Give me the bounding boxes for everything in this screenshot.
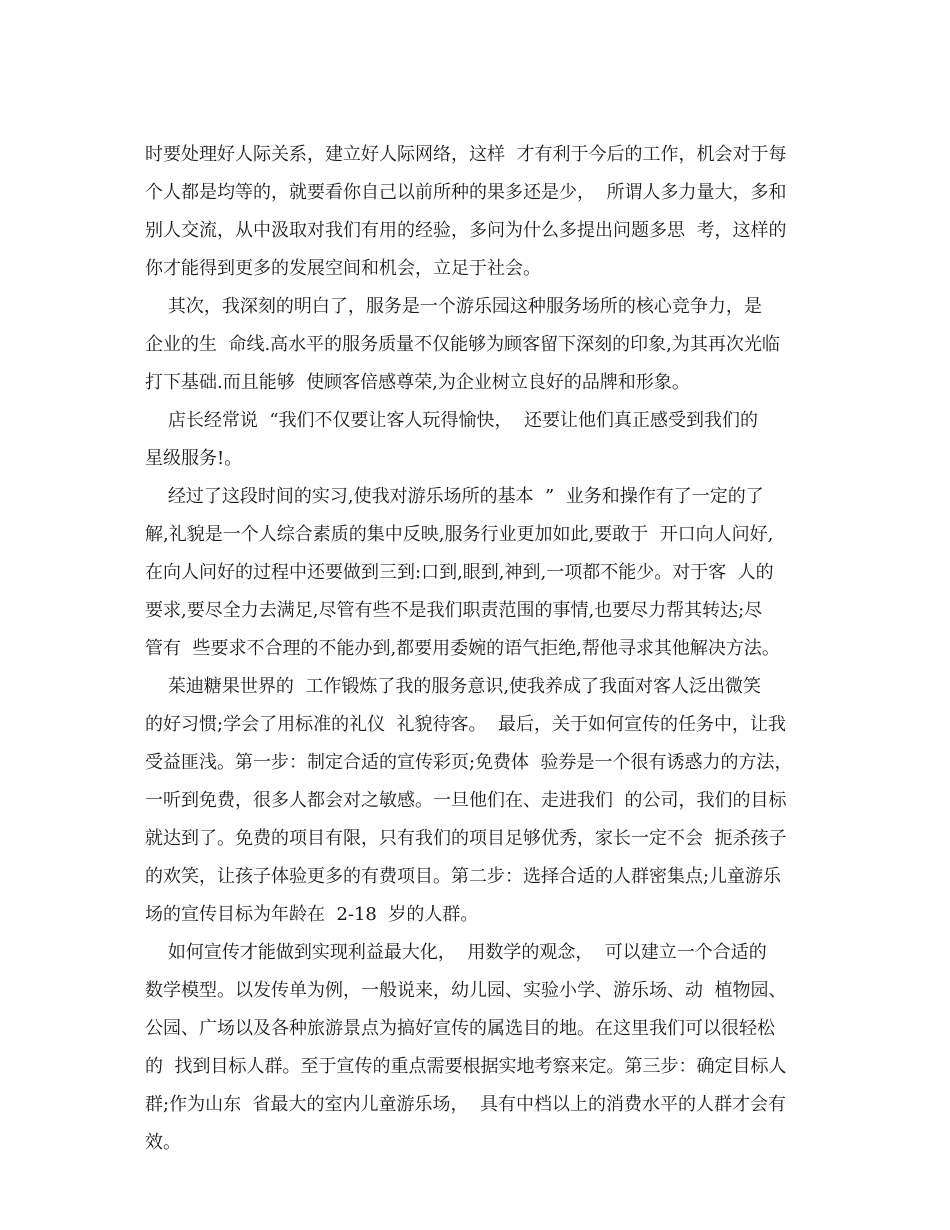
text-line: 经过了这段时间的实习,使我对游乐场所的基本 ” 业务和操作有了一定的了 [145, 486, 764, 507]
text-line: 时要处理好人际关系，建立好人际网络，这样 才有利于今后的工作，机会对于每 [145, 144, 787, 165]
text-line: 管有 些要求不合理的不能办到,都要用委婉的语气拒绝,帮他寻求其他解决方法。 [145, 638, 780, 659]
text-line: 效。 [145, 1132, 181, 1153]
text-line: 场的宣传目标为年龄在 2-18 岁的人群。 [145, 904, 479, 925]
text-line: 你才能得到更多的发展空间和机会，立足于社会。 [145, 258, 541, 279]
text-line: 企业的生 命线.高水平的服务质量不仅能够为顾客留下深刻的印象,为其再次光临 [145, 334, 780, 355]
text-line: 茱迪糖果世界的 工作锻炼了我的服务意识,使我养成了我面对客人泛出微笑 [145, 676, 762, 697]
text-line: 的 找到目标人群。至于宣传的重点需要根据实地考察来定。第三步：确定目标人 [145, 1056, 787, 1077]
text-line: 的好习惯;学会了用标准的礼仪 礼貌待客。 最后，关于如何宣传的任务中，让我 [145, 714, 786, 735]
text-line: 别人交流，从中汲取对我们有用的经验，多问为什么多提出问题多思 考，这样的 [145, 220, 787, 241]
text-line: 打下基础.而且能够 使顾客倍感尊荣,为企业树立良好的品牌和形象。 [145, 372, 690, 393]
text-line: 店长经常说 “我们不仅要让客人玩得愉快， 还要让他们真正感受到我们的 [145, 410, 758, 431]
text-line: 解,礼貌是一个人综合素质的集中反映,服务行业更加如此,要敢于 开口向人问好, [145, 524, 774, 545]
text-line: 的欢笑，让孩子体验更多的有费项目。第二步：选择合适的人群密集点;儿童游乐 [145, 866, 782, 887]
text-line: 就达到了。免费的项目有限，只有我们的项目足够优秀，家长一定不会 扼杀孩子 [145, 828, 787, 849]
text-line: 一听到免费，很多人都会对之敏感。一旦他们在、走进我们 的公司，我们的目标 [145, 790, 787, 811]
text-line: 其次，我深刻的明白了，服务是一个游乐园这种服务场所的核心竞争力，是 [145, 296, 762, 317]
text-line: 如何宣传才能做到实现利益最大化， 用数学的观念， 可以建立一个合适的 [145, 942, 767, 963]
text-line: 星级服务!。 [145, 448, 243, 469]
text-line: 个人都是均等的，就要看你自己以前所种的果多还是少， 所谓人多力量大，多和 [145, 182, 787, 203]
text-line: 在向人问好的过程中还要做到三到:口到,眼到,神到,一项都不能少。对于客 人的 [145, 562, 774, 583]
text-line: 要求,要尽全力去满足,尽管有些不是我们职责范围的事情,也要尽力帮其转达;尽 [145, 600, 763, 621]
text-line: 受益匪浅。第一步：制定合适的宣传彩页;免费体 验券是一个很有诱惑力的方法， [145, 752, 793, 773]
text-line: 数学模型。以发传单为例，一般说来，幼儿园、实验小学、游乐场、动 植物园、 [145, 980, 787, 1001]
text-line: 群;作为山东 省最大的室内儿童游乐场， 具有中档以上的消费水平的人群才会有 [145, 1094, 786, 1115]
text-line: 公园、广场以及各种旅游景点为搞好宣传的属选目的地。在这里我们可以很轻松 [145, 1018, 775, 1039]
